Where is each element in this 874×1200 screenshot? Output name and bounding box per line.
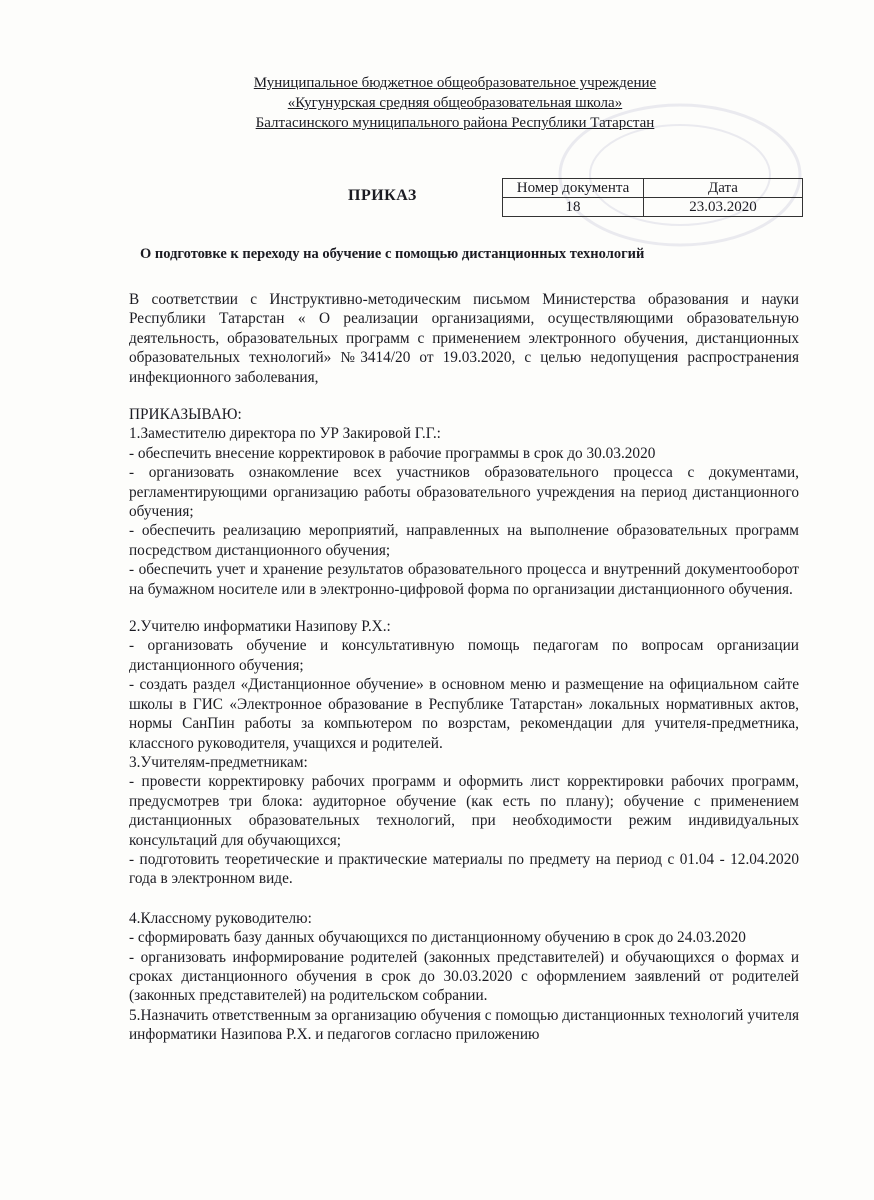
doc-number-value: 18 — [503, 198, 644, 217]
org-name-line-3: Балтасинского муниципального района Республики Татарстан — [255, 115, 655, 131]
section-4-title: 4.Классному руководителю: — [129, 909, 312, 927]
section-3-item: - подготовить теоретические и практические материалы по предмету на период с 01.04 - 12.04.2020 года в электронном виде. — [129, 850, 799, 888]
order-word: ПРИКАЗЫВАЮ: — [129, 406, 242, 423]
doc-date-header: Дата — [644, 179, 803, 198]
section-3-item: - провести корректировку рабочих программ и оформить лист корректировки рабочих программ, предусмотрев три блока: аудиторное обучение (как есть по плану); обучение с применением дистанционных образовательных технологий, при необходимости режим индивидуальных консультаций для обучающихся; — [129, 773, 799, 849]
section-1-item: - обеспечить учет и хранение результатов образовательного процесса и внутренний документооборот на бумажном носителе или в электронно-цифровой форма по организации дистанционного обучения. — [129, 561, 799, 598]
order-subject: О подготовке к переходу на обучение с помощью дистанционных технологий — [140, 246, 645, 262]
section-4-item: - сформировать базу данных обучающихся по дистанционному обучению в срок до 24.03.2020 — [129, 929, 746, 947]
org-name-line-1: Муниципальное бюджетное общеобразовательное учреждение — [253, 75, 657, 91]
section-2-item: - организовать обучение и консультативную помощь педагогам по вопросам организации дистанционного обучения; — [129, 637, 799, 674]
order-title: ПРИКАЗ — [348, 187, 417, 204]
section-1-item: - обеспечить реализацию мероприятий, направленных на выполнение образовательных программ посредством дистанционного обучения; — [129, 522, 799, 559]
section-3-title: 3.Учителям-предметникам: — [129, 753, 308, 771]
intro-paragraph — [129, 290, 799, 387]
section-1-item: - организовать ознакомление всех участников образовательного процесса с документами, регламентирующими организацию работы образовательного учреждения на период дистанционного обучения; — [129, 464, 799, 521]
document-number-table — [502, 178, 803, 217]
doc-number-header: Номер документа — [503, 179, 644, 198]
order-body — [129, 405, 799, 1045]
section-1-title: 1.Заместителю директора по УР Закировой Г.Г.: — [129, 425, 441, 443]
section-1-item: - обеспечить внесение корректировок в рабочие программы в срок до 30.03.2020 — [129, 444, 656, 462]
section-2-item: - создать раздел «Дистанционное обучение» в основном меню и размещение на официальном сайте школы в ГИС «Электронное образование в Республике Татарстан» локальных нормативных актов, нормы СанПин работы за компьютером по возрстам, рекомендации для учителя-предметника, классного руководителя, учащихся и родителей. — [129, 676, 799, 752]
intro-text: В соответствии с Инструктивно-методическим письмом Министерства образования и науки Республики Татарстан « О реализации организациями, осуществляющими образовательную деятельность, образовательных программ с применением электронного обучения, дистанционных образовательных технологий» №3414/20 от 19.03.2020, с целью недопущения распространения инфекционного заболевания, — [129, 291, 799, 386]
doc-date-value: 23.03.2020 — [644, 198, 803, 217]
section-4-item: - организовать информирование родителей (законных представителей) и обучающихся о формах и сроках дистанционного обучения в срок до 30.03.2020 с оформлением заявлений от родителей (законных представителей) на родительском собрании. — [129, 948, 799, 1005]
organization-header — [200, 73, 710, 133]
org-name-line-2: «Кугунурская средняя общеобразовательная школа» — [287, 95, 623, 111]
section-2-title: 2.Учителю информатики Назипову Р.Х.: — [129, 618, 391, 636]
section-5-text: 5.Назначить ответственным за организацию обучения с помощью дистанционных технологий учителя информатики Назипова Р.Х. и педагогов согласно приложению — [129, 1006, 799, 1044]
